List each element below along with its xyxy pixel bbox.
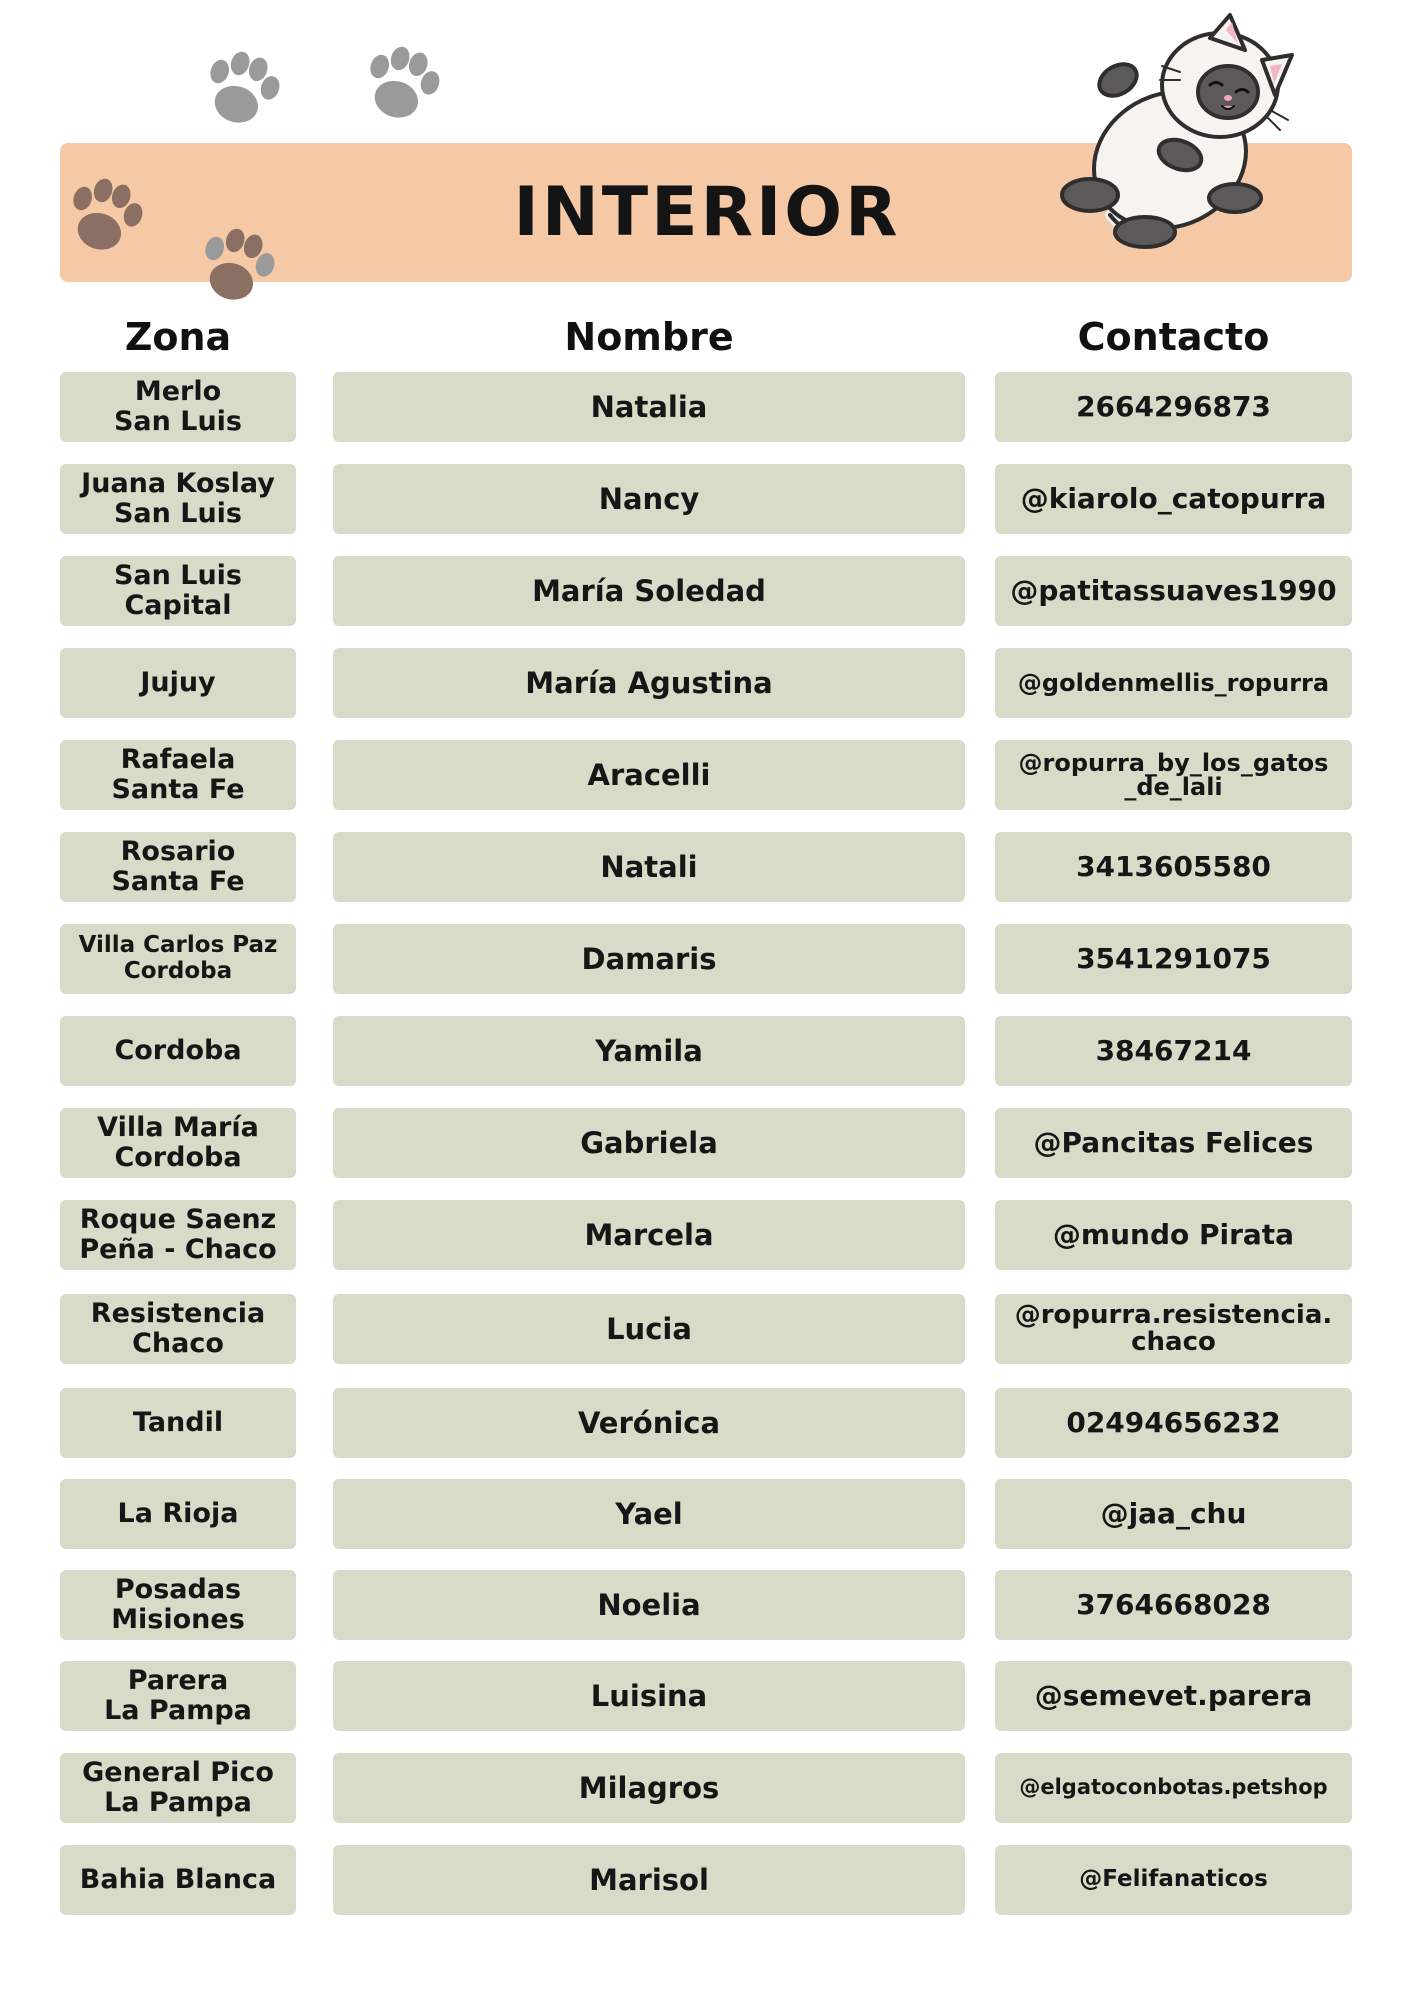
nombre-cell: Aracelli bbox=[333, 740, 965, 810]
cat-illustration bbox=[1030, 10, 1315, 255]
zona-cell: Resistencia Chaco bbox=[60, 1294, 296, 1364]
contacto-cell: @patitassuaves1990 bbox=[995, 556, 1352, 626]
contacto-cell: @jaa_chu bbox=[995, 1479, 1352, 1549]
contacto-cell: 2664296873 bbox=[995, 372, 1352, 442]
contacto-cell: 3764668028 bbox=[995, 1570, 1352, 1640]
zona-cell: Roque Saenz Peña - Chaco bbox=[60, 1200, 296, 1270]
zona-cell: Parera La Pampa bbox=[60, 1661, 296, 1731]
nombre-cell: María Agustina bbox=[333, 648, 965, 718]
page-title: INTERIOR bbox=[513, 173, 901, 252]
zona-cell: Jujuy bbox=[60, 648, 296, 718]
nombre-cell: Verónica bbox=[333, 1388, 965, 1458]
nombre-cell: Marisol bbox=[333, 1845, 965, 1915]
contacto-cell: @Felifanaticos bbox=[995, 1845, 1352, 1915]
paw-print-icon bbox=[355, 40, 447, 130]
nombre-cell: Yamila bbox=[333, 1016, 965, 1086]
contacto-cell: @ropurra.resistencia. chaco bbox=[995, 1294, 1352, 1364]
nombre-cell: Noelia bbox=[333, 1570, 965, 1640]
zona-cell: Tandil bbox=[60, 1388, 296, 1458]
paw-print-icon bbox=[195, 45, 287, 135]
zona-cell: La Rioja bbox=[60, 1479, 296, 1549]
nombre-cell: Yael bbox=[333, 1479, 965, 1549]
zona-cell: Cordoba bbox=[60, 1016, 296, 1086]
zona-cell: Juana Koslay San Luis bbox=[60, 464, 296, 534]
zona-cell: Posadas Misiones bbox=[60, 1570, 296, 1640]
column-header-nombre: Nombre bbox=[564, 315, 734, 359]
contacto-cell: @elgatoconbotas.petshop bbox=[995, 1753, 1352, 1823]
contacto-cell: 38467214 bbox=[995, 1016, 1352, 1086]
zona-cell: General Pico La Pampa bbox=[60, 1753, 296, 1823]
contacto-cell: @goldenmellis_ropurra bbox=[995, 648, 1352, 718]
nombre-cell: Natalia bbox=[333, 372, 965, 442]
contacto-cell: @Pancitas Felices bbox=[995, 1108, 1352, 1178]
nombre-cell: María Soledad bbox=[333, 556, 965, 626]
nombre-cell: Milagros bbox=[333, 1753, 965, 1823]
column-header-zona: Zona bbox=[124, 315, 232, 359]
zona-cell: Rosario Santa Fe bbox=[60, 832, 296, 902]
zona-cell: Rafaela Santa Fe bbox=[60, 740, 296, 810]
contacto-cell: @kiarolo_catopurra bbox=[995, 464, 1352, 534]
nombre-cell: Nancy bbox=[333, 464, 965, 534]
contacto-cell: 3413605580 bbox=[995, 832, 1352, 902]
zona-cell: Villa María Cordoba bbox=[60, 1108, 296, 1178]
zona-cell: San Luis Capital bbox=[60, 556, 296, 626]
contacto-cell: @semevet.parera bbox=[995, 1661, 1352, 1731]
nombre-cell: Luisina bbox=[333, 1661, 965, 1731]
zona-cell: Bahia Blanca bbox=[60, 1845, 296, 1915]
nombre-cell: Damaris bbox=[333, 924, 965, 994]
nombre-cell: Lucia bbox=[333, 1294, 965, 1364]
zona-cell: Villa Carlos Paz Cordoba bbox=[60, 924, 296, 994]
nombre-cell: Gabriela bbox=[333, 1108, 965, 1178]
contacto-cell: @mundo Pirata bbox=[995, 1200, 1352, 1270]
contacto-cell: 02494656232 bbox=[995, 1388, 1352, 1458]
nombre-cell: Marcela bbox=[333, 1200, 965, 1270]
nombre-cell: Natali bbox=[333, 832, 965, 902]
zona-cell: Merlo San Luis bbox=[60, 372, 296, 442]
column-header-contacto: Contacto bbox=[1077, 315, 1270, 359]
contacto-cell: 3541291075 bbox=[995, 924, 1352, 994]
contacto-cell: @ropurra_by_los_gatos _de_lali bbox=[995, 740, 1352, 810]
